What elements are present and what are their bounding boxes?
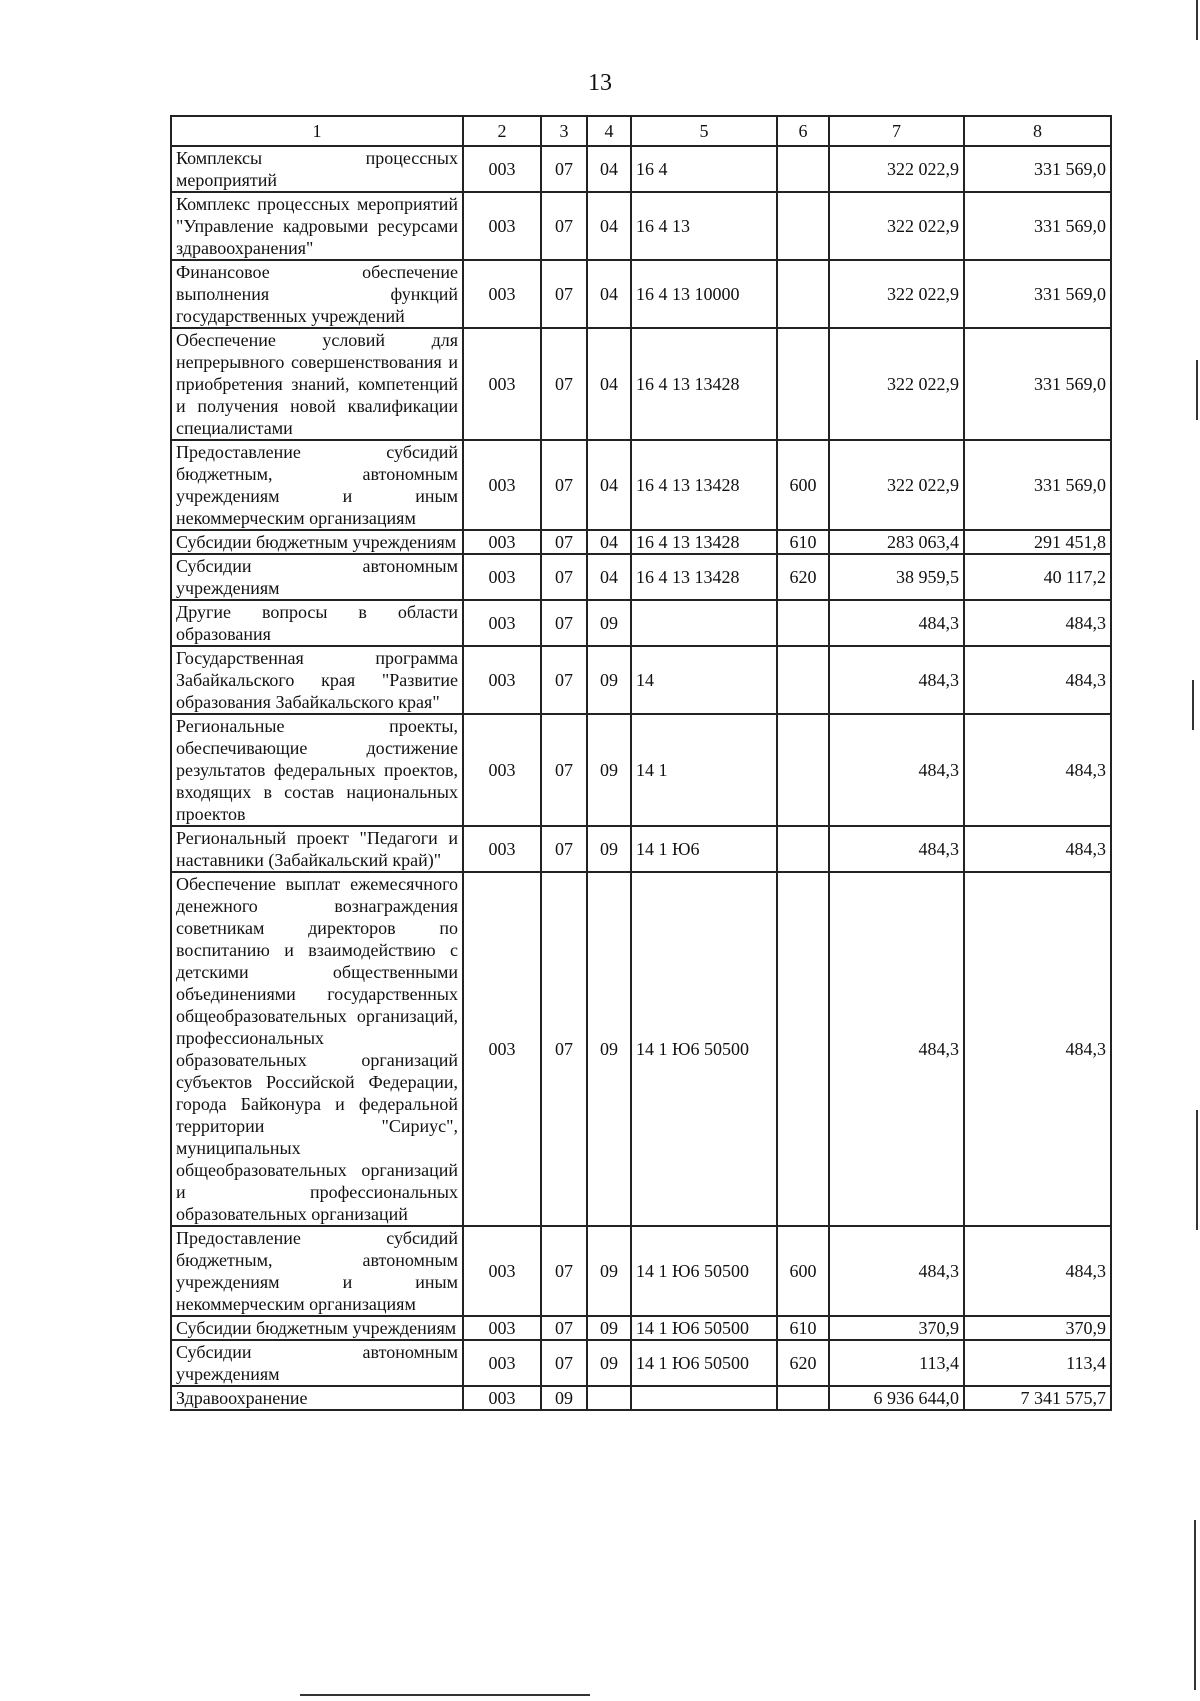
cell-section: 07 [541,872,587,1226]
cell-subsection: 09 [587,714,631,826]
row-name: Субсидии бюджетным учреждениям [171,1316,463,1340]
cell-section: 07 [541,530,587,554]
cell-target-article: 14 1 Ю6 50500 [631,1226,777,1316]
cell-amount-7: 484,3 [829,1226,964,1316]
cell-expense-type [777,646,829,714]
cell-amount-8: 331 569,0 [964,328,1111,440]
cell-amount-8: 484,3 [964,714,1111,826]
header-col-4: 4 [587,116,631,146]
cell-section: 07 [541,192,587,260]
cell-section: 07 [541,554,587,600]
cell-ministry: 003 [463,826,541,872]
cell-expense-type: 610 [777,1316,829,1340]
cell-amount-8: 331 569,0 [964,440,1111,530]
cell-expense-type [777,328,829,440]
cell-ministry: 003 [463,530,541,554]
table-row [171,1316,1111,1340]
cell-amount-7: 322 022,9 [829,328,964,440]
table-row [171,530,1111,554]
cell-ministry: 003 [463,146,541,192]
row-name: Другие вопросы в области образования [171,600,463,646]
header-col-7: 7 [829,116,964,146]
cell-amount-7: 283 063,4 [829,530,964,554]
cell-ministry: 003 [463,646,541,714]
row-name: Субсидии автономным учреждениям [171,554,463,600]
page-number: 13 [588,70,612,96]
cell-ministry: 003 [463,440,541,530]
cell-subsection: 04 [587,328,631,440]
cell-expense-type [777,714,829,826]
table-row [171,600,1111,646]
header-col-2: 2 [463,116,541,146]
table-body [171,146,1111,1410]
cell-subsection: 09 [587,600,631,646]
table-row [171,1340,1111,1386]
cell-amount-7: 322 022,9 [829,192,964,260]
row-name: Здравоохранение [171,1386,463,1410]
cell-amount-7: 484,3 [829,646,964,714]
cell-amount-8: 484,3 [964,872,1111,1226]
cell-amount-7: 6 936 644,0 [829,1386,964,1410]
cell-section: 07 [541,714,587,826]
row-name: Комплексы процессных мероприятий [171,146,463,192]
row-name: Обеспечение выплат ежемесячного денежного вознаграждения советникам директоров по воспитанию и взаимодействию с детскими общественными объединениями государственных общеобразовательных организаций, профессиональных образовательных организаций субъектов Российской Федерации, города Байконура и федеральной территории "Сириус", муниципальных общеобразовательных организаций и профессиональных образовательных организаций [171,872,463,1226]
table-row [171,260,1111,328]
cell-expense-type [777,146,829,192]
cell-amount-7: 484,3 [829,714,964,826]
cell-target-article: 16 4 13 13428 [631,328,777,440]
cell-amount-7: 322 022,9 [829,260,964,328]
table-row [171,554,1111,600]
row-name: Комплекс процессных мероприятий "Управление кадровыми ресурсами здравоохранения" [171,192,463,260]
cell-subsection: 04 [587,260,631,328]
table-row [171,826,1111,872]
cell-amount-7: 113,4 [829,1340,964,1386]
cell-target-article: 16 4 13 10000 [631,260,777,328]
cell-target-article: 14 [631,646,777,714]
cell-expense-type [777,872,829,1226]
header-col-6: 6 [777,116,829,146]
cell-amount-8: 331 569,0 [964,146,1111,192]
cell-expense-type [777,192,829,260]
cell-amount-8: 113,4 [964,1340,1111,1386]
row-name: Региональный проект "Педагоги и наставники (Забайкальский край)" [171,826,463,872]
cell-section: 07 [541,1316,587,1340]
table-row [171,714,1111,826]
cell-amount-8: 484,3 [964,1226,1111,1316]
cell-section: 07 [541,328,587,440]
row-name: Субсидии автономным учреждениям [171,1340,463,1386]
cell-ministry: 003 [463,714,541,826]
cell-amount-7: 484,3 [829,826,964,872]
row-name: Государственная программа Забайкальского края "Развитие образования Забайкальского края" [171,646,463,714]
scan-artifact-mark [300,1694,590,1696]
cell-target-article [631,600,777,646]
cell-ministry: 003 [463,554,541,600]
cell-amount-7: 38 959,5 [829,554,964,600]
row-name: Предоставление субсидий бюджетным, автономным учреждениям и иным некоммерческим организациям [171,440,463,530]
cell-section: 07 [541,260,587,328]
cell-target-article: 14 1 Ю6 [631,826,777,872]
cell-target-article: 14 1 Ю6 50500 [631,1340,777,1386]
cell-amount-8: 291 451,8 [964,530,1111,554]
cell-ministry: 003 [463,872,541,1226]
cell-amount-8: 484,3 [964,646,1111,714]
cell-subsection: 09 [587,872,631,1226]
cell-amount-8: 484,3 [964,600,1111,646]
cell-target-article: 14 1 [631,714,777,826]
scan-artifact-mark [1194,1520,1196,1690]
cell-ministry: 003 [463,1316,541,1340]
cell-target-article: 16 4 13 [631,192,777,260]
cell-target-article: 14 1 Ю6 50500 [631,872,777,1226]
cell-amount-7: 484,3 [829,872,964,1226]
cell-amount-7: 322 022,9 [829,440,964,530]
cell-subsection: 09 [587,1226,631,1316]
cell-target-article: 16 4 13 13428 [631,440,777,530]
row-name: Субсидии бюджетным учреждениям [171,530,463,554]
cell-section: 07 [541,440,587,530]
table-row [171,440,1111,530]
table-row [171,1226,1111,1316]
header-col-8: 8 [964,116,1111,146]
cell-subsection: 09 [587,646,631,714]
scan-artifact-mark [1196,0,1198,40]
cell-subsection: 09 [587,1340,631,1386]
table-row [171,192,1111,260]
cell-ministry: 003 [463,328,541,440]
cell-amount-8: 7 341 575,7 [964,1386,1111,1410]
row-name: Обеспечение условий для непрерывного совершенствования и приобретения знаний, компетенций и получения новой квалификации специалистами [171,328,463,440]
table-row [171,1386,1111,1410]
cell-expense-type: 610 [777,530,829,554]
cell-amount-7: 484,3 [829,600,964,646]
table-row [171,872,1111,1226]
cell-expense-type: 600 [777,440,829,530]
cell-section: 07 [541,826,587,872]
cell-expense-type [777,260,829,328]
cell-subsection [587,1386,631,1410]
cell-ministry: 003 [463,192,541,260]
cell-subsection: 04 [587,192,631,260]
cell-expense-type: 620 [777,1340,829,1386]
row-name: Финансовое обеспечение выполнения функций государственных учреждений [171,260,463,328]
cell-expense-type [777,600,829,646]
cell-amount-8: 331 569,0 [964,192,1111,260]
cell-section: 07 [541,646,587,714]
row-name: Региональные проекты, обеспечивающие достижение результатов федеральных проектов, входящих в состав национальных проектов [171,714,463,826]
cell-subsection: 04 [587,440,631,530]
cell-amount-7: 370,9 [829,1316,964,1340]
cell-expense-type [777,826,829,872]
cell-amount-8: 484,3 [964,826,1111,872]
cell-section: 07 [541,600,587,646]
cell-amount-8: 370,9 [964,1316,1111,1340]
cell-target-article: 14 1 Ю6 50500 [631,1316,777,1340]
scan-artifact-mark [1192,680,1194,730]
cell-expense-type: 620 [777,554,829,600]
header-col-3: 3 [541,116,587,146]
cell-expense-type [777,1386,829,1410]
scan-artifact-mark [1196,360,1198,420]
cell-amount-8: 331 569,0 [964,260,1111,328]
cell-subsection: 04 [587,554,631,600]
cell-expense-type: 600 [777,1226,829,1316]
cell-ministry: 003 [463,1226,541,1316]
cell-ministry: 003 [463,1340,541,1386]
cell-section: 09 [541,1386,587,1410]
cell-section: 07 [541,1340,587,1386]
budget-table [170,115,1112,1411]
cell-target-article [631,1386,777,1410]
table-row [171,646,1111,714]
cell-ministry: 003 [463,600,541,646]
row-name: Предоставление субсидий бюджетным, автономным учреждениям и иным некоммерческим организациям [171,1226,463,1316]
header-col-1: 1 [171,116,463,146]
scan-artifact-mark [1196,1110,1198,1230]
table-row [171,146,1111,192]
cell-ministry: 003 [463,1386,541,1410]
cell-target-article: 16 4 [631,146,777,192]
cell-section: 07 [541,1226,587,1316]
cell-target-article: 16 4 13 13428 [631,554,777,600]
cell-section: 07 [541,146,587,192]
cell-amount-8: 40 117,2 [964,554,1111,600]
cell-target-article: 16 4 13 13428 [631,530,777,554]
cell-ministry: 003 [463,260,541,328]
header-col-5: 5 [631,116,777,146]
cell-subsection: 04 [587,530,631,554]
cell-subsection: 09 [587,1316,631,1340]
cell-subsection: 04 [587,146,631,192]
table-row [171,328,1111,440]
header-row [171,116,1111,146]
cell-amount-7: 322 022,9 [829,146,964,192]
cell-subsection: 09 [587,826,631,872]
